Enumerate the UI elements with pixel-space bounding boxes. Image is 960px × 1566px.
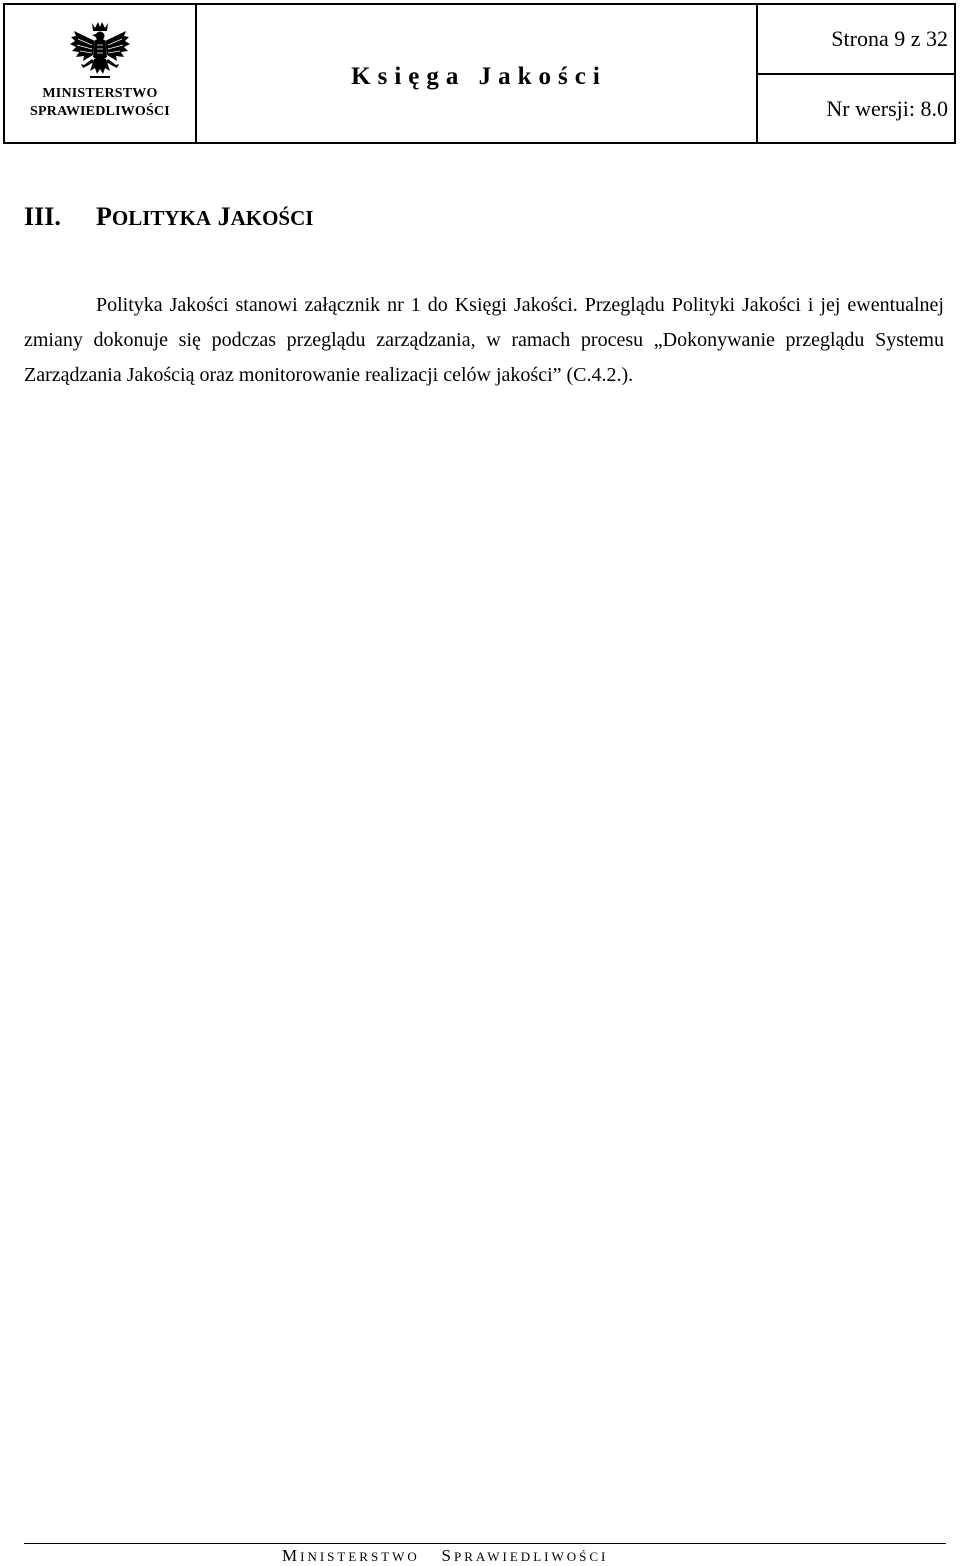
footer-initial-2: S — [441, 1546, 455, 1565]
body-paragraph: Polityka Jakości stanowi załącznik nr 1 do Księgi Jakości. Przeglądu Polityki Jakości i jej ewentualnej zmiany dokonuje się podczas przeglądu zarządzania, w ramach procesu „Dokonywanie przeglądu Systemu Zarządzania Jakością oraz monitorowanie realizacji celów jakości” (C.4.2.). — [24, 294, 944, 386]
section-number: III. — [24, 202, 61, 231]
footer-rest-2: PRAWIEDLIWOŚCI — [454, 1549, 609, 1564]
polish-eagle-emblem-icon — [68, 19, 132, 85]
section-heading — [24, 202, 313, 232]
ministry-logo — [5, 5, 197, 142]
ministry-name-line-2: SPRAWIEDLIWOŚCI — [30, 104, 170, 119]
title-cell — [197, 5, 758, 142]
version-number: Nr wersji: 8.0 — [826, 95, 948, 121]
footer-rest-1: INISTERSTWO — [300, 1549, 420, 1564]
meta-cell — [758, 5, 954, 142]
document-header — [3, 3, 956, 144]
ministry-name-line-1: MINISTERSTWO — [42, 86, 158, 101]
footer-ministry-name — [282, 1546, 608, 1566]
section-title — [96, 202, 313, 231]
section-title-rest-1: OLITYKA — [111, 206, 212, 230]
section-title-rest-2: AKOŚCI — [230, 206, 314, 230]
footer-divider — [24, 1543, 946, 1544]
section-title-initial-1: P — [96, 202, 112, 231]
footer-initial-1: M — [282, 1546, 301, 1565]
document-title: Księga Jakości — [351, 62, 607, 90]
page-number: Strona 9 z 32 — [758, 5, 954, 75]
section-title-initial-2: J — [217, 202, 231, 231]
